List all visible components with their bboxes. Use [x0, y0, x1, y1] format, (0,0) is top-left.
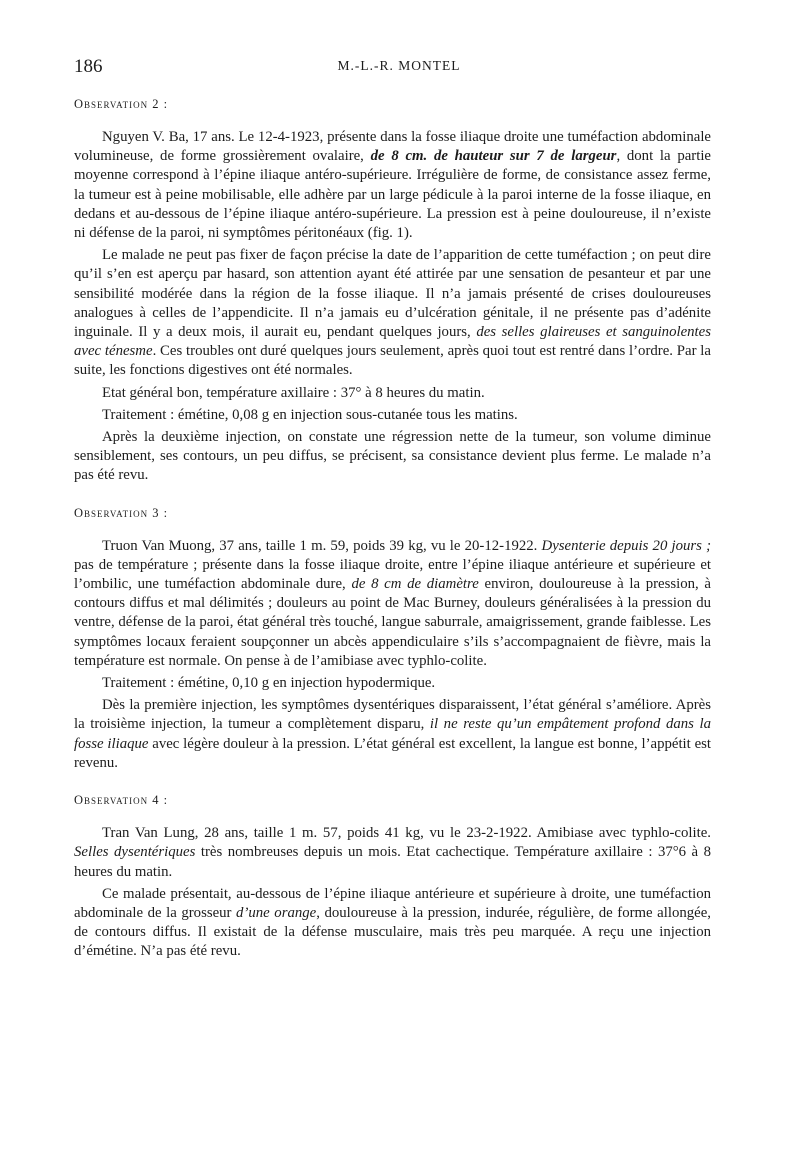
observation-heading: Observation 4 : [74, 793, 169, 808]
text-run: Traitement : émétine, 0,10 g en injection hypodermique. [102, 675, 436, 692]
text-run: , douloureuse à la pression, indurée, régulière, de forme allongée, de contours diffus. Il existait de la défense musculaire, mais très peu marquée. A reçu une injection d’émétine. N’a pas été revu. [74, 904, 711, 960]
emphasis-text: de 8 cm de diamètre [351, 576, 479, 593]
paragraph [74, 824, 711, 882]
emphasis-text: de 8 cm. de hauteur sur 7 de largeur [370, 148, 617, 165]
observation-text [74, 824, 711, 961]
observation-3 [74, 505, 711, 773]
emphasis-text: des selles glaireuses et sanguinolentes avec ténesme [74, 324, 711, 360]
text-run: très nombreuses depuis un mois. Etat cachectique. Température axillaire : 37°6 à 8 heures du matin. [74, 844, 711, 880]
observation-2 [74, 96, 711, 486]
emphasis-text: il ne reste qu’un empâtement profond dans la fosse iliaque [74, 716, 711, 752]
text-run: Traitement : émétine, 0,08 g en injection sous-cutanée tous les matins. [102, 406, 518, 423]
page-number: 186 [74, 56, 103, 77]
observation-heading: Observation 3 : [74, 505, 169, 520]
paragraph [74, 128, 711, 243]
observation-text [74, 128, 711, 486]
document-body [74, 96, 711, 965]
text-run: environ, douloureuse à la pression, à contours diffus et mal délimités ; douleurs au point de Mac Burney, douleurs généralisées à la pression du ventre, défense de la paroi, état général très touché, langue saburrale, amaigrissement, grande faiblesse. Les symptômes locaux feraient soupçonner un abcès appendiculaire s’ils s’accompagnaient de fièvre, mais la température est normale. On pense à de l’amibiase avec typhlo-colite. [74, 576, 712, 669]
paragraph [74, 885, 711, 962]
text-run: Tran Van Lung, 28 ans, taille 1 m. 57, poids 41 kg, vu le 23-2-1922. Amibiase avec typhlo-colite. [102, 825, 711, 842]
text-run: Nguyen V. Ba, 17 ans. Le 12-4-1923, présente dans la fosse iliaque droite une tuméfaction abdominale volumineuse, de forme grossièrement ovalaire, [74, 129, 711, 165]
paragraph [74, 406, 711, 425]
text-run: Ce malade présentait, au-dessous de l’épine iliaque antérieure et supérieure à droite, une tuméfaction abdominale de la grosseur [74, 885, 711, 921]
running-head: M.-L.-R. MONTEL [337, 58, 461, 73]
text-run: , dont la partie moyenne correspond à l’épine iliaque antéro-supérieure. Irrégulière de forme, de consistance assez ferme, la tumeur est à peine mobilisable, elle adhère par un large pédicule à la paroi interne de la fosse iliaque, en dedans et au-dessous de l’épine iliaque antéro-supérieure. La pression est à peine douloureuse, il n’existe ni défense de la paroi, ni symptômes péritonéaux (fig. 1). [74, 148, 711, 242]
paragraph [74, 428, 711, 486]
text-run: pas de température ; présente dans la fosse iliaque droite, entre l’épine iliaque antérieure et supérieure et l’ombilic, une tuméfaction abdominale dure, [74, 556, 711, 593]
emphasis-text: Dysenterie depuis 20 jours ; [541, 537, 711, 554]
paragraph [74, 674, 711, 693]
paragraph [74, 696, 711, 773]
page-header [74, 56, 724, 80]
observation-heading: Observation 2 : [74, 97, 169, 111]
text-run: Dès la première injection, les symptômes dysentériques disparaissent, l’état général s’améliore. Après la troisième injection, la tumeur a complètement disparu, [74, 697, 711, 733]
observation-text [74, 537, 711, 773]
observation-4 [74, 792, 711, 961]
text-run: avec légère douleur à la pression. L’état général est excellent, la langue est bonne, l’appétit est revenu. [74, 735, 712, 771]
emphasis-text: d’une orange [236, 904, 317, 921]
text-run: . Ces troubles ont duré quelques jours seulement, après quoi tout est rentré dans l’ordre. Par la suite, les fonctions digestives ont été normales. [74, 343, 711, 379]
paragraph [74, 384, 711, 403]
paragraph [74, 246, 711, 380]
text-run: Truon Van Muong, 37 ans, taille 1 m. 59, poids 39 kg, vu le 20-12-1922. [102, 537, 542, 554]
text-run: Le malade ne peut pas fixer de façon précise la date de l’apparition de cette tuméfaction ; on peut dire qu’il s’en est aperçu par hasard, son attention ayant été attirée par une sensation de pesanteur et par une sensibilité modérée dans la région de la fosse iliaque. Il n’a jamais présenté de crises douloureuses analogues à celles de l’appendicite. Il n’a jamais eu d’ulcération génitale, il ne présente pas d’adénite inguinale. Il y a deux mois, il aurait eu, pendant quelques jours, [74, 247, 711, 341]
emphasis-text: Selles dysentériques [74, 844, 196, 861]
text-run: Après la deuxième injection, on constate une régression nette de la tumeur, son volume diminue sensiblement, ses contours, un peu diffus, se précisent, sa consistance devient plus ferme. Le malade n’a pas été revu. [74, 429, 711, 484]
paragraph [74, 537, 711, 671]
text-run: Etat général bon, température axillaire : 37° à 8 heures du matin. [102, 384, 485, 401]
